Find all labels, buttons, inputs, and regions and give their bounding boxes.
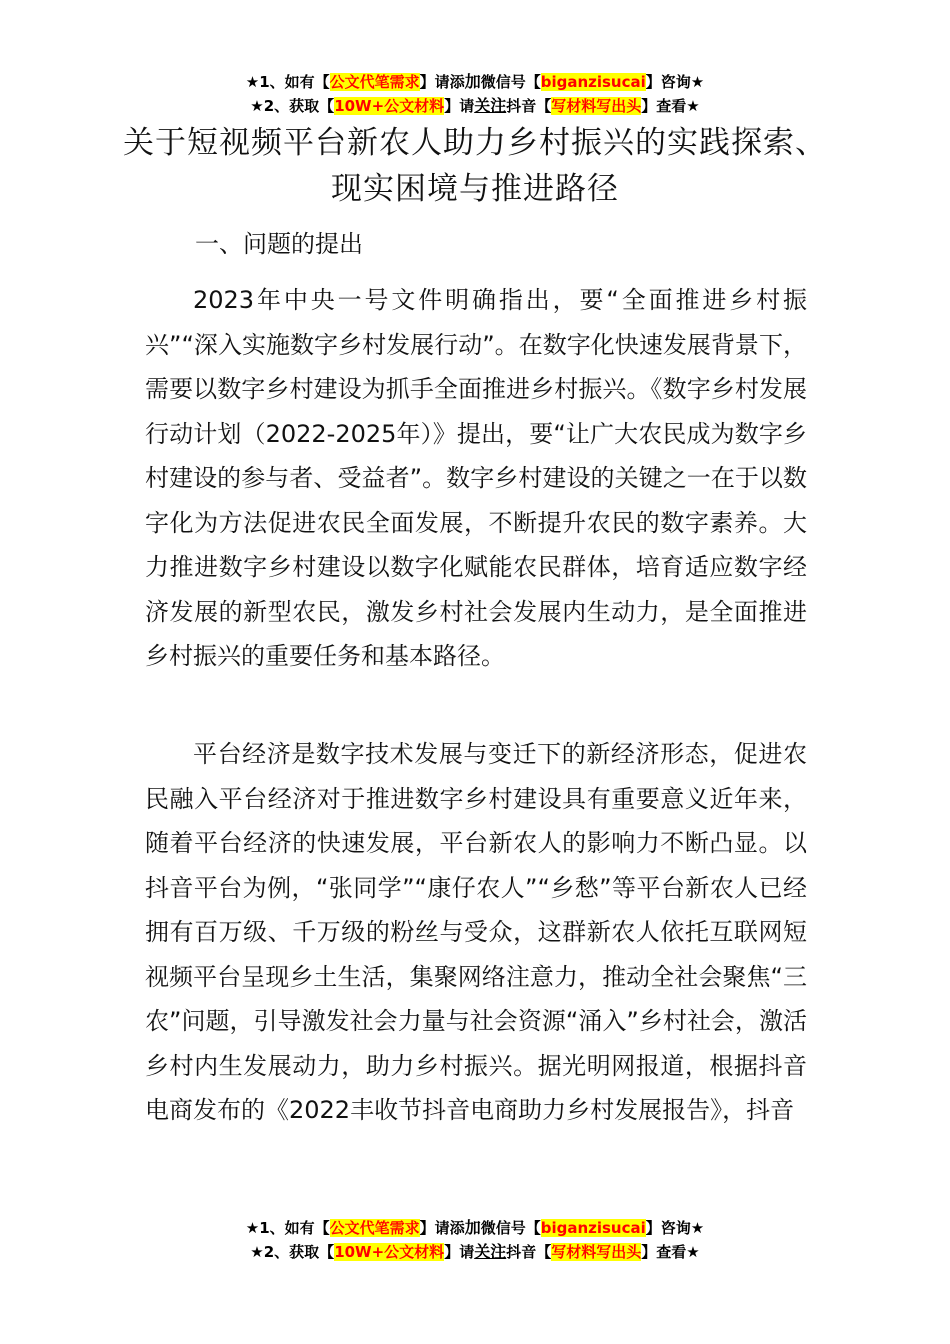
banner-line1-prefix: ★1、如有【 <box>245 73 330 91</box>
banner-line1-suffix: 】咨询★ <box>645 73 705 91</box>
banner-line2-emph: 关注 <box>474 1242 507 1261</box>
banner-line1-prefix: ★1、如有【 <box>245 1219 330 1237</box>
banner-highlight-wechat-id: biganzisucai <box>540 1219 646 1237</box>
banner-line1-mid1: 】请添 <box>419 73 465 91</box>
banner-line2-prefix: ★2、获取【 <box>250 1243 335 1261</box>
banner-line2-mid1: 】请 <box>444 97 475 115</box>
body-paragraph-1: 2023年中央一号文件明确指出，要“全面推进乡村振兴”“深入实施数字乡村发展行动”。在数字化快速发展背景下，需要以数字乡村建设为抓手全面推进乡村振兴。《数字乡村发展行动计划（2022-2025年）》提出，要“让广大农民成为数字乡村建设的参与者、受益者”。数字乡村建设的关键之一在于以数字化为方法促进农民全面发展，不断提升农民的数字素养。大力推进数字乡村建设以数字化赋能农民群体，培育适应数字经济发展的新型农民，激发乡村社会发展内生动力，是全面推进乡村振兴的重要任务和基本路径。 <box>145 286 807 670</box>
banner-highlight-materials: 10W+公文材料 <box>334 97 445 115</box>
banner-line2-mid1: 】请 <box>444 1243 475 1261</box>
banner-line2-mid2: 抖音【 <box>506 1243 552 1261</box>
banner-line1-mid1: 】请添 <box>419 1219 465 1237</box>
banner-highlight-materials: 10W+公文材料 <box>334 1243 445 1261</box>
banner-highlight-douyin-account: 写材料写出头 <box>551 97 642 115</box>
banner-highlight-service: 公文代笔需求 <box>329 73 420 91</box>
banner-line-2-bottom <box>0 1240 950 1264</box>
body-paragraph-2: 平台经济是数字技术发展与变迁下的新经济形态，促进农民融入平台经济对于推进数字乡村建设具有重要意义近年来，随着平台经济的快速发展，平台新农人的影响力不断凸显。以抖音平台为例，“张同学”“康仔农人”“乡愁”等平台新农人已经拥有百万级、千万级的粉丝与受众，这群新农人依托互联网短视频平台呈现乡土生活，集聚网络注意力，推动全社会聚焦“三农”问题，引导激发社会力量与社会资源“涌入”乡村社会，激活乡村内生发展动力，助力乡村振兴。据光明网报道，根据抖音电商发布的《2022丰收节抖音电商助力乡村发展报告》，抖音 <box>145 740 807 1124</box>
banner-line2-emph: 关注 <box>474 96 507 115</box>
banner-line1-mid2: 微信号【 <box>480 1219 541 1237</box>
bottom-banner <box>0 1216 950 1264</box>
document-title: 关于短视频平台新农人助力乡村振兴的实践探索、现实困境与推进路径 <box>123 125 827 207</box>
banner-line1-emph: 加 <box>464 1218 481 1237</box>
banner-line1-emph: 加 <box>464 72 481 91</box>
section-heading: 一、问题的提出 <box>195 230 363 258</box>
banner-highlight-douyin-account: 写材料写出头 <box>551 1243 642 1261</box>
banner-line-1 <box>0 70 950 94</box>
banner-line2-suffix: 】查看★ <box>641 97 700 115</box>
banner-line1-suffix: 】咨询★ <box>645 1219 705 1237</box>
banner-line1-mid2: 微信号【 <box>480 73 541 91</box>
banner-line2-mid2: 抖音【 <box>506 97 552 115</box>
banner-line-1-bottom <box>0 1216 950 1240</box>
banner-highlight-service: 公文代笔需求 <box>329 1219 420 1237</box>
banner-line2-suffix: 】查看★ <box>641 1243 700 1261</box>
banner-line2-prefix: ★2、获取【 <box>250 97 335 115</box>
banner-highlight-wechat-id: biganzisucai <box>540 73 646 91</box>
top-banner <box>0 70 950 118</box>
banner-line-2 <box>0 94 950 118</box>
